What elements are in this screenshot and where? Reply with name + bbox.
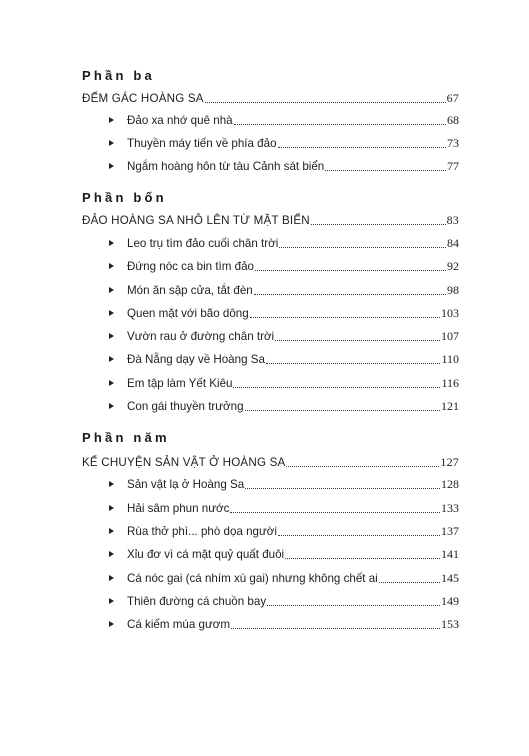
- chapter-title: KỂ CHUYỆN SẢN VẬT Ở HOÀNG SA: [82, 456, 286, 469]
- toc-item-title: Em tập làm Yết Kiêu: [127, 377, 233, 390]
- dot-leader: [231, 628, 440, 629]
- dot-leader: [279, 247, 446, 248]
- bullet-triangle-icon: [109, 240, 114, 246]
- bullet-triangle-icon: [109, 621, 114, 627]
- dot-leader: [278, 147, 446, 148]
- bullet-triangle-icon: [109, 140, 114, 146]
- dot-leader: [278, 535, 440, 536]
- dot-leader: [285, 558, 440, 559]
- toc-item[interactable]: [127, 112, 459, 128]
- dot-leader: [275, 340, 440, 341]
- page-number: 133: [441, 501, 459, 515]
- part-heading: Phần bốn: [82, 190, 167, 205]
- toc-item-title: Sản vật lạ ở Hoàng Sa: [127, 478, 245, 491]
- toc-item-title: Vườn rau ở đường chân trời: [127, 330, 275, 343]
- bullet-triangle-icon: [109, 333, 114, 339]
- bullet-triangle-icon: [109, 403, 114, 409]
- bullet-triangle-icon: [109, 505, 114, 511]
- bullet-triangle-icon: [109, 356, 114, 362]
- dot-leader: [205, 102, 446, 103]
- toc-item[interactable]: [127, 375, 459, 391]
- toc-item-title: Món ăn sập cửa, tắt đèn: [127, 284, 253, 297]
- dot-leader: [311, 224, 446, 225]
- toc-item-title: Thiên đường cá chuồn bay: [127, 595, 267, 608]
- toc-item-title: Ngắm hoàng hôn từ tàu Cảnh sát biển: [127, 160, 325, 173]
- dot-leader: [234, 124, 446, 125]
- dot-leader: [255, 270, 446, 271]
- bullet-triangle-icon: [109, 310, 114, 316]
- toc-item[interactable]: [127, 523, 459, 539]
- toc-item-title: Cá kiếm múa gươm: [127, 618, 230, 631]
- part-heading: Phần ba: [82, 68, 155, 83]
- bullet-triangle-icon: [109, 481, 114, 487]
- chapter-entry[interactable]: [82, 212, 459, 228]
- toc-item[interactable]: [127, 476, 459, 492]
- dot-leader: [286, 466, 439, 467]
- page-number: 145: [441, 571, 459, 585]
- toc-item-title: Đảo xa nhớ quê nhà: [127, 114, 233, 127]
- bullet-triangle-icon: [109, 380, 114, 386]
- page-number: 110: [441, 352, 459, 366]
- toc-item[interactable]: [127, 398, 459, 414]
- dot-leader: [245, 410, 440, 411]
- toc-item-title: Quen mặt với bão dông: [127, 307, 249, 320]
- toc-item[interactable]: [127, 546, 459, 562]
- bullet-triangle-icon: [109, 528, 114, 534]
- toc-item-title: Xỉu đơ vì cá mặt quỷ quất đuôi: [127, 548, 285, 561]
- toc-item[interactable]: [127, 351, 459, 367]
- toc-item-title: Đà Nẵng dạy về Hoàng Sa: [127, 353, 265, 366]
- page-number: 67: [446, 91, 459, 105]
- bullet-triangle-icon: [109, 551, 114, 557]
- bullet-triangle-icon: [109, 163, 114, 169]
- bullet-triangle-icon: [109, 575, 114, 581]
- page-number: 141: [441, 547, 459, 561]
- toc-item-title: Rùa thở phì... phò dọa người: [127, 525, 277, 538]
- page-number: 98: [447, 283, 459, 297]
- toc-item[interactable]: [127, 258, 459, 274]
- page-number: 128: [441, 477, 459, 491]
- bullet-triangle-icon: [109, 287, 114, 293]
- toc-item[interactable]: [127, 500, 459, 516]
- page-number: 77: [447, 159, 459, 173]
- toc-item-title: Cá nóc gai (cá nhím xù gai) nhưng không chết ai: [127, 572, 378, 585]
- page-number: 107: [441, 329, 459, 343]
- dot-leader: [379, 582, 440, 583]
- dot-leader: [267, 605, 440, 606]
- page-number: 92: [447, 259, 459, 273]
- page-number: 127: [440, 455, 459, 469]
- part-heading: Phần năm: [82, 430, 170, 445]
- bullet-triangle-icon: [109, 117, 114, 123]
- toc-item[interactable]: [127, 616, 459, 632]
- dot-leader: [266, 363, 441, 364]
- page-number: 103: [441, 306, 459, 320]
- toc-item-title: Con gái thuyền trưởng: [127, 400, 244, 413]
- page-number: 84: [447, 236, 459, 250]
- toc-item[interactable]: [127, 135, 459, 151]
- chapter-entry[interactable]: [82, 454, 459, 470]
- toc-item[interactable]: [127, 328, 459, 344]
- chapter-title: ĐẢO HOÀNG SA NHÔ LÊN TỪ MẶT BIỂN: [82, 214, 310, 227]
- chapter-entry[interactable]: [82, 90, 459, 106]
- toc-item-title: Thuyền máy tiến về phía đảo: [127, 137, 277, 150]
- toc-item[interactable]: [127, 305, 459, 321]
- chapter-title: ĐẾM GÁC HOÀNG SA: [82, 92, 204, 105]
- toc-item-title: Leo trụ tìm đảo cuối chân trời: [127, 237, 279, 250]
- page-number: 137: [441, 524, 459, 538]
- toc-item-title: Hải sâm phun nước: [127, 502, 230, 515]
- toc-item[interactable]: [127, 235, 459, 251]
- page-number: 149: [441, 594, 459, 608]
- page-number: 68: [447, 113, 459, 127]
- page-number: 153: [441, 617, 459, 631]
- page-number: 73: [447, 136, 459, 150]
- toc-item[interactable]: [127, 570, 459, 586]
- dot-leader: [245, 488, 440, 489]
- dot-leader: [233, 387, 440, 388]
- dot-leader: [230, 512, 440, 513]
- dot-leader: [254, 294, 446, 295]
- toc-item-title: Đứng nóc ca bin tìm đảo: [127, 260, 254, 273]
- page-number: 121: [441, 399, 459, 413]
- toc-item[interactable]: [127, 158, 459, 174]
- toc-item[interactable]: [127, 282, 459, 298]
- toc-item[interactable]: [127, 593, 459, 609]
- bullet-triangle-icon: [109, 263, 114, 269]
- dot-leader: [250, 317, 440, 318]
- dot-leader: [325, 170, 446, 171]
- page-number: 116: [441, 376, 459, 390]
- bullet-triangle-icon: [109, 598, 114, 604]
- page-number: 83: [446, 213, 459, 227]
